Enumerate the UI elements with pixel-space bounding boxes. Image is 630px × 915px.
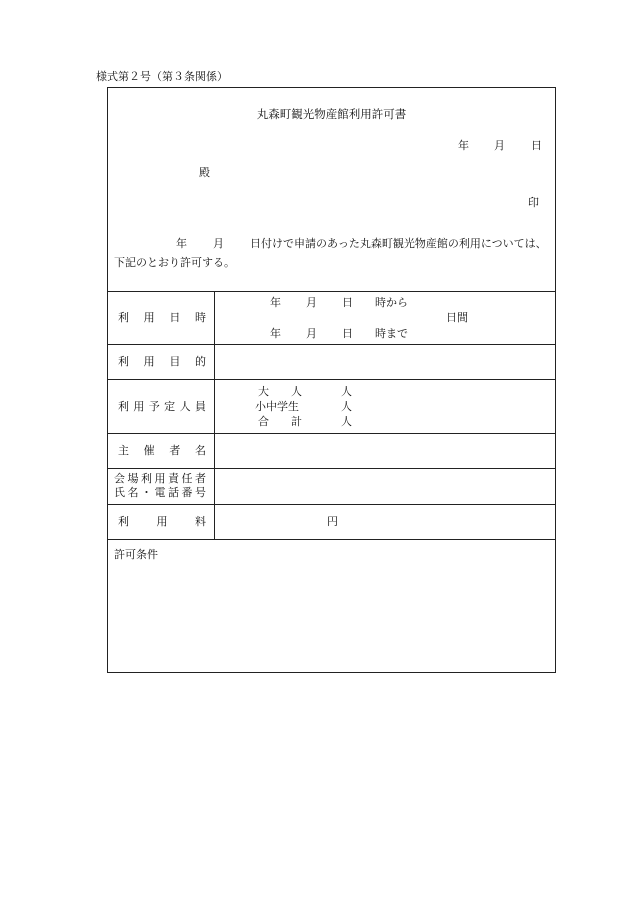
- organizer-label: 主 催 者 名: [118, 444, 206, 457]
- from-month-label: 月: [306, 296, 317, 309]
- form-number: 様式第２号（第３条関係）: [96, 70, 228, 83]
- from-day-label: 日: [342, 296, 353, 309]
- seal-mark: 印: [528, 196, 539, 209]
- addressee-suffix: 殿: [199, 166, 210, 179]
- from-time-label: 時から: [375, 296, 408, 309]
- column-divider: [214, 291, 215, 539]
- intro-text: 日付けで申請のあった丸森町観光物産館の利用については、下記のとおり許可する。: [114, 237, 547, 269]
- divider: [108, 379, 555, 380]
- intro-year-label: 年: [176, 237, 187, 250]
- divider: [108, 344, 555, 345]
- to-month-label: 月: [306, 327, 317, 340]
- form-title: 丸森町観光物産館利用許可書: [256, 107, 407, 121]
- fee-unit: 円: [327, 515, 338, 528]
- responsible-person-label: 会 場 利 用 責 任 者 氏 名 ・ 電 話 番 号: [114, 472, 206, 499]
- intro-month-label: 月: [213, 237, 224, 250]
- adults-unit: 人: [341, 385, 352, 398]
- students-unit: 人: [341, 400, 352, 413]
- issue-day-label: 日: [531, 139, 542, 152]
- to-day-label: 日: [342, 327, 353, 340]
- fee-label: 利 用 料: [118, 515, 206, 528]
- permit-conditions-label: 許可条件: [114, 548, 158, 561]
- planned-users-label: 利 用 予 定 人 員: [118, 400, 206, 413]
- divider: [108, 468, 555, 469]
- purpose-field[interactable]: [216, 346, 554, 377]
- divider: [108, 433, 555, 434]
- total-label: 合 計: [258, 415, 302, 428]
- purpose-label: 利 用 目 的: [118, 355, 206, 368]
- divider: [108, 539, 555, 540]
- to-year-label: 年: [270, 327, 281, 340]
- permit-statement: [114, 234, 552, 272]
- to-time-label: 時まで: [375, 327, 408, 340]
- permit-conditions-field[interactable]: [112, 566, 552, 670]
- students-label: 小中学生: [255, 400, 299, 413]
- adults-label: 大 人: [258, 385, 302, 398]
- permit-form: [107, 87, 556, 673]
- duration-days-label: 日間: [446, 311, 468, 324]
- responsible-person-field[interactable]: [216, 470, 554, 502]
- divider: [108, 291, 555, 292]
- usage-datetime-label: 利 用 日 時: [118, 311, 206, 324]
- issue-year-label: 年: [458, 139, 469, 152]
- issue-month-label: 月: [494, 139, 505, 152]
- organizer-field[interactable]: [216, 435, 554, 466]
- total-unit: 人: [341, 415, 352, 428]
- divider: [108, 504, 555, 505]
- from-year-label: 年: [270, 296, 281, 309]
